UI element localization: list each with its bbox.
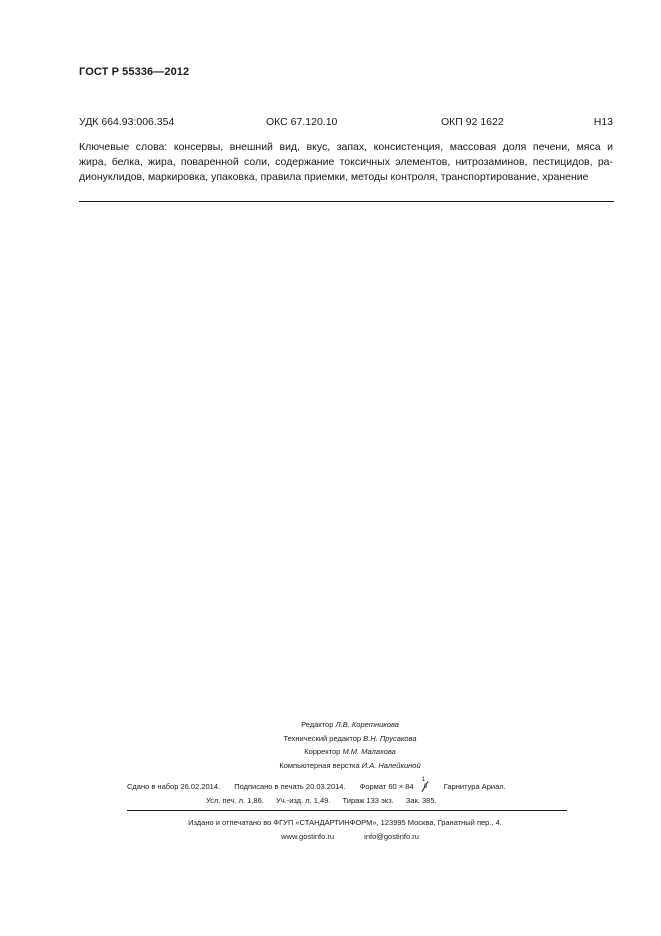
- signed-date: Подписано в печать 20.03.2014.: [234, 782, 346, 791]
- format-fraction: [416, 777, 430, 791]
- corrector-label: Корректор: [304, 747, 341, 756]
- corrector-name: М.М. Малахова: [342, 747, 396, 756]
- printing-volume-row: [206, 796, 437, 805]
- standard-number: ГОСТ Р 55336—2012: [79, 66, 190, 78]
- paper-format: Формат 60 × 84: [359, 782, 414, 791]
- imprint-divider: [127, 810, 567, 811]
- editor-label: Редактор: [301, 720, 334, 729]
- keywords-paragraph: [79, 140, 613, 185]
- tech-editor-credit: [220, 732, 480, 746]
- publisher-website[interactable]: www.gostinfo.ru: [281, 832, 335, 841]
- layout-label: Компьютерная верстка: [279, 760, 360, 770]
- keywords-line: Ключевые слова: консервы, внешний вид, вкус, запах, консистенция, массовая доля печени, мяса и: [79, 141, 613, 153]
- layout-credit: [220, 759, 480, 773]
- group-code: Н13: [593, 116, 613, 128]
- editor-credit: [220, 718, 480, 732]
- udk-code: УДК 664.93:006.354: [79, 116, 175, 128]
- tech-editor-label: Технический редактор: [283, 733, 362, 743]
- format-denominator: 8: [423, 784, 428, 790]
- keywords-line: жира, белка, жира, поваренной соли, содержание токсичных элементов, нитрозаминов, пестицидов, ра-: [79, 156, 613, 168]
- printing-details-row: [127, 777, 506, 791]
- editor-name: Л.В. Коретникова: [335, 720, 399, 729]
- classification-codes: [79, 116, 613, 130]
- layout-name: И.А. Налейкиной: [361, 760, 421, 770]
- pub-sheets: Уч.-изд. л. 1,49.: [275, 796, 331, 805]
- imprint-credits: [220, 718, 480, 772]
- format-numerator: 1: [421, 777, 426, 783]
- keywords-line: дионуклидов, маркировка, упаковка, правила приемки, методы контроля, транспортирование, хранение: [79, 171, 589, 183]
- publisher-email[interactable]: info@gostinfo.ru: [364, 832, 419, 841]
- publisher-line: Издано и отпечатано во ФГУП «СТАНДАРТИНФОРМ», 123995 Москва, Гранатный пер., 4.: [188, 818, 502, 827]
- tech-editor-name: В.Н. Прусакова: [363, 733, 417, 743]
- submitted-date: Сдано в набор 26.02.2014.: [127, 782, 221, 791]
- horizontal-divider: [79, 201, 614, 202]
- print-sheets: Усл. печ. л. 1,86.: [206, 796, 264, 805]
- oks-code: ОКС 67.120.10: [266, 116, 338, 128]
- okp-code: ОКП 92 1622: [441, 116, 504, 128]
- circulation: Тираж 133 экз.: [342, 796, 394, 805]
- corrector-credit: [220, 745, 480, 759]
- publisher-contacts: [100, 832, 600, 841]
- order-number: Зак. 385.: [405, 796, 437, 805]
- typeface: Гарнитура Ариал.: [443, 782, 506, 791]
